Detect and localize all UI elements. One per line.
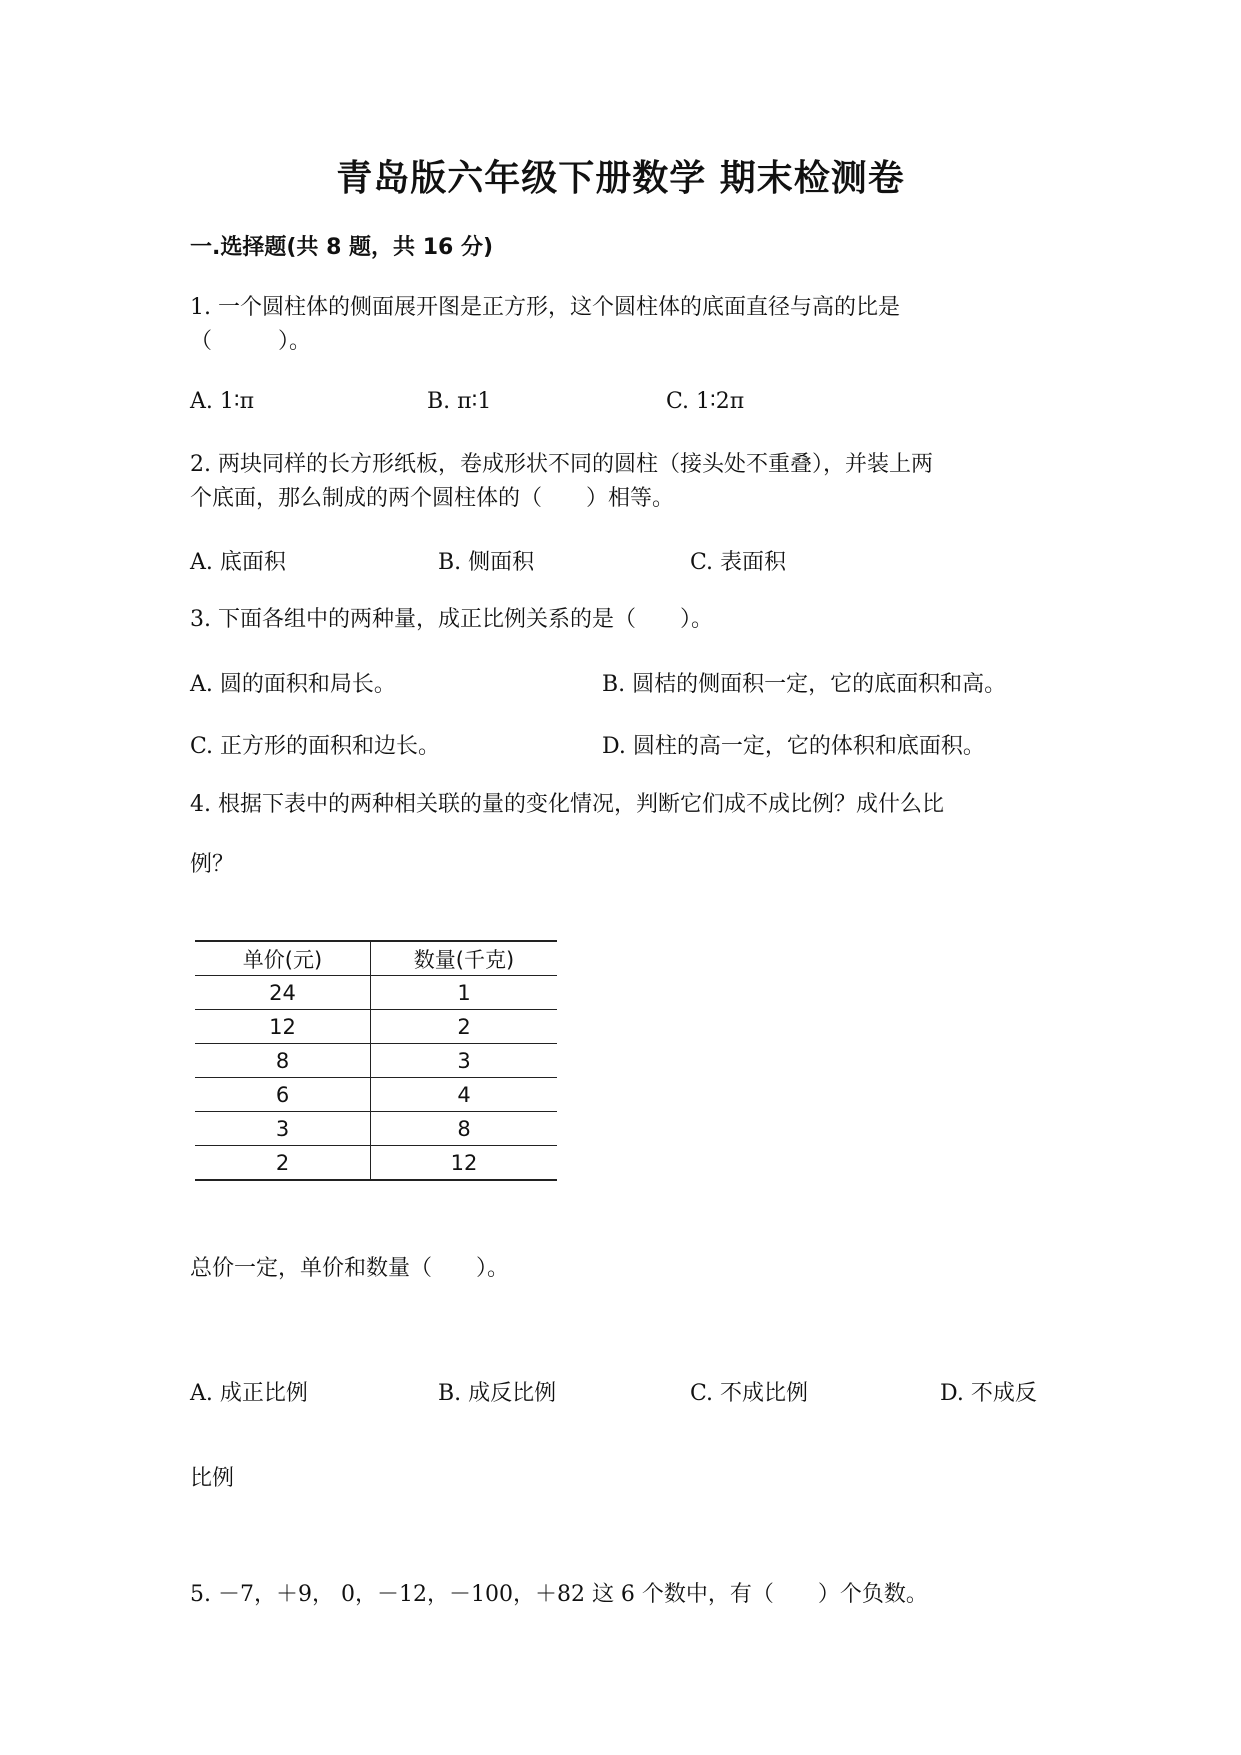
q4-option-a: A. 成正比例: [190, 1381, 308, 1406]
q3-option-c: C. 正方形的面积和边长。: [190, 734, 441, 759]
table-row: [195, 1044, 557, 1078]
q2-option-c: C. 表面积: [690, 550, 787, 575]
q2-option-b: B. 侧面积: [438, 550, 535, 575]
q3-option-a: A. 圆的面积和局长。: [190, 672, 396, 697]
table-cell: 1: [371, 976, 558, 1010]
q5-stem: 5. －7，＋9， 0，－12，－100，＋82 这 6 个数中，有（ ）个负数。: [190, 1582, 928, 1607]
q1-option-b: B. π∶1: [427, 389, 492, 414]
q4-option-c: C. 不成比例: [690, 1381, 809, 1406]
q1-option-a: A. 1∶π: [190, 389, 255, 414]
table-header-row: [195, 941, 557, 976]
table-cell: 2: [195, 1146, 371, 1181]
table-cell: 3: [371, 1044, 558, 1078]
table-cell: 24: [195, 976, 371, 1010]
table-cell: 8: [371, 1112, 558, 1146]
q1-option-c: C. 1∶2π: [666, 389, 745, 414]
q1-stem-line2: （ ）。: [190, 329, 312, 354]
q2-stem-line2: 个底面，那么制成的两个圆柱体的（ ）相等。: [190, 486, 675, 511]
table-row: [195, 1112, 557, 1146]
q1-stem-line1: 1. 一个圆柱体的侧面展开图是正方形，这个圆柱体的底面直径与高的比是: [190, 295, 900, 320]
table-row: [195, 976, 557, 1010]
q4-option-d: D. 不成反: [940, 1381, 1037, 1406]
table-header-cell: 数量(千克): [371, 941, 558, 976]
q4-option-d-wrap: 比例: [190, 1466, 235, 1491]
q4-sub-stem: 总价一定，单价和数量（ ）。: [190, 1256, 510, 1281]
q4-option-b: B. 成反比例: [438, 1381, 557, 1406]
table-cell: 12: [371, 1146, 558, 1181]
q4-stem-line2: 例？: [190, 852, 235, 877]
section-heading: 一.选择题(共 8 题，共 16 分): [190, 235, 494, 260]
q3-stem: 3. 下面各组中的两种量，成正比例关系的是（ ）。: [190, 607, 713, 632]
page-title: 青岛版六年级下册数学 期末检测卷: [336, 158, 905, 199]
table-header-cell: 单价(元): [195, 941, 371, 976]
q3-option-b: B. 圆桔的侧面积一定，它的底面积和高。: [602, 672, 1007, 697]
table-cell: 4: [371, 1078, 558, 1112]
table-row: [195, 1010, 557, 1044]
q3-option-d: D. 圆柱的高一定，它的体积和底面积。: [602, 734, 985, 759]
table-cell: 3: [195, 1112, 371, 1146]
table-row: [195, 1078, 557, 1112]
table-cell: 12: [195, 1010, 371, 1044]
table-cell: 6: [195, 1078, 371, 1112]
q2-option-a: A. 底面积: [190, 550, 286, 575]
q2-stem-line1: 2. 两块同样的长方形纸板，卷成形状不同的圆柱（接头处不重叠），并装上两: [190, 452, 933, 477]
table-cell: 8: [195, 1044, 371, 1078]
price-quantity-table: [195, 940, 557, 1181]
table-row: [195, 1146, 557, 1181]
q4-stem-line1: 4. 根据下表中的两种相关联的量的变化情况，判断它们成不成比例？成什么比: [190, 792, 944, 817]
table-cell: 2: [371, 1010, 558, 1044]
